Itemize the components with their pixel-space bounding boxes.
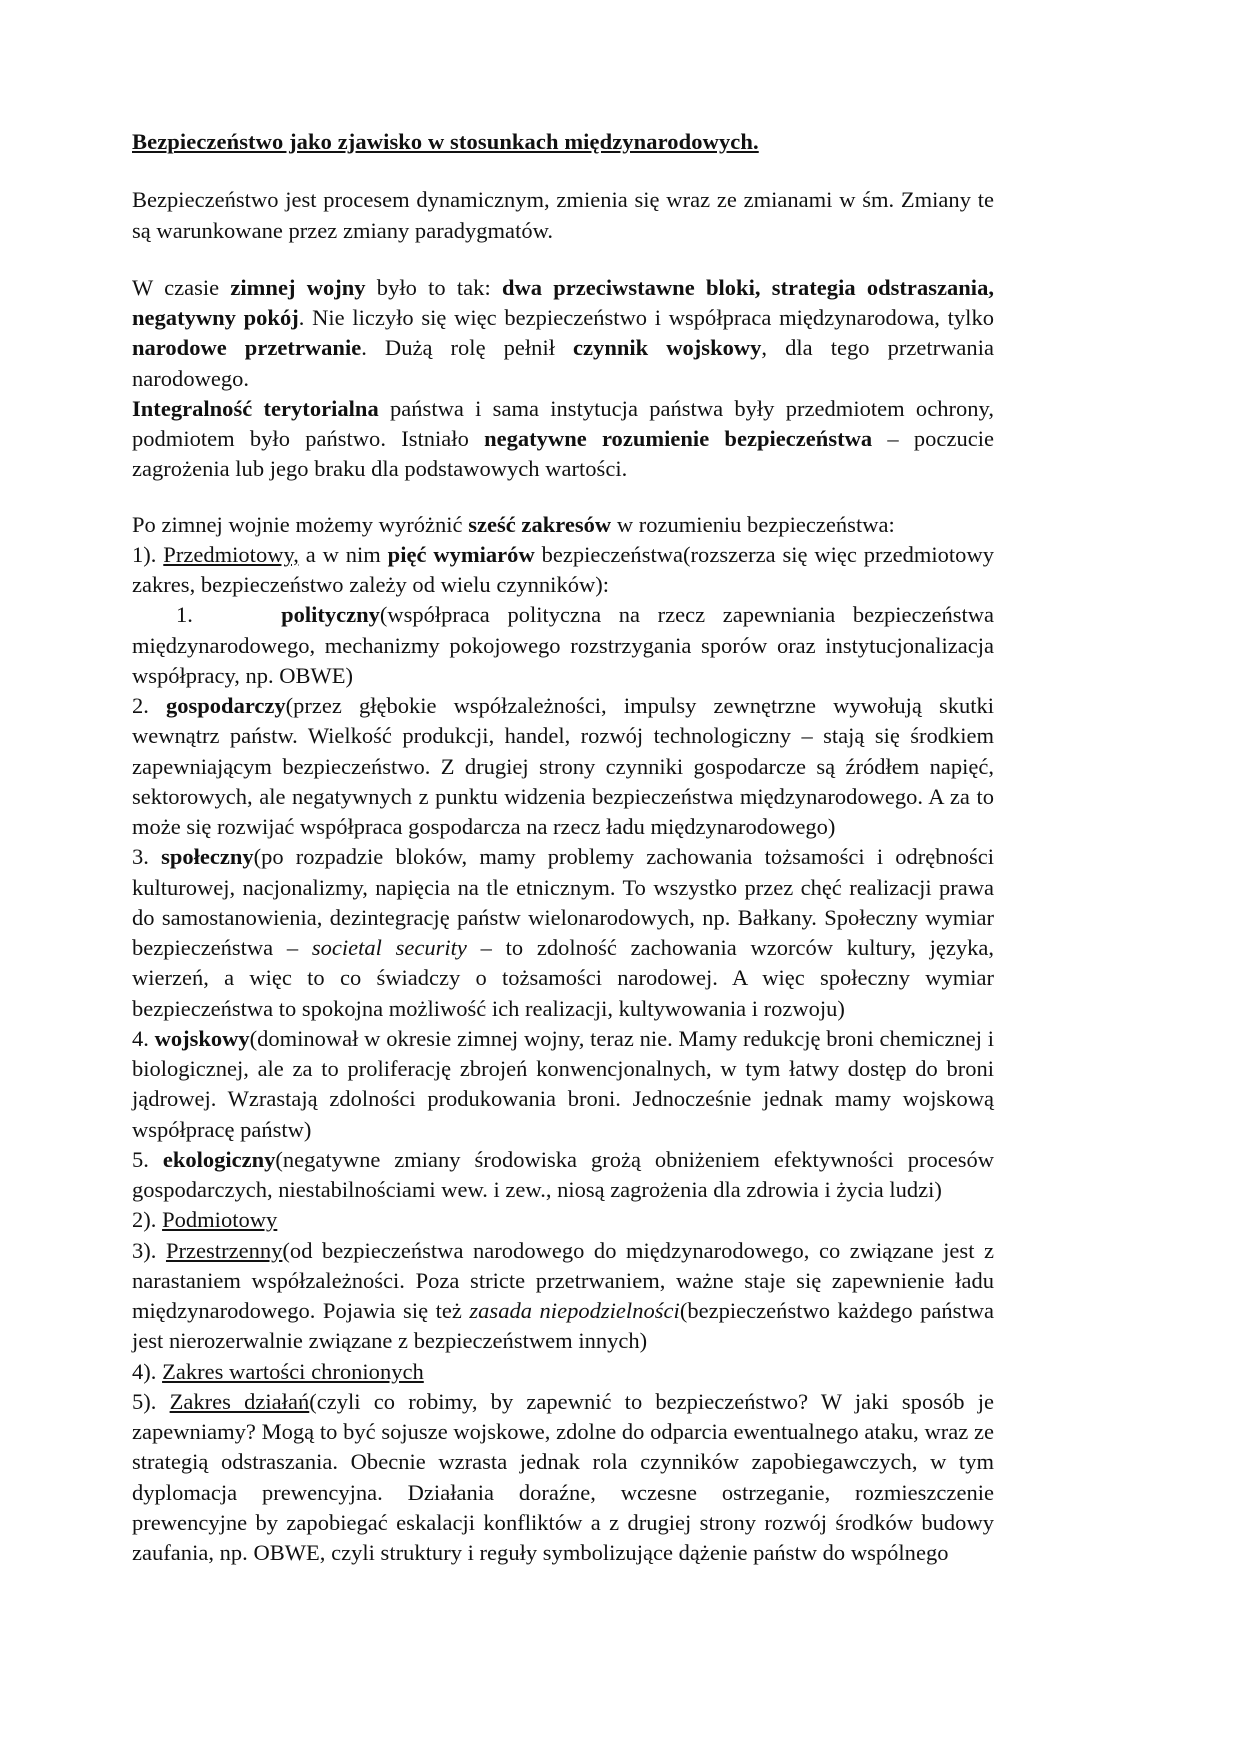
cold-war-bold-czynnik-wojskowy: czynnik wojskowy xyxy=(573,335,762,361)
dimension-5-text: (negatywne zmiany środowiska grożą obniżeniem efektywności procesów gospodarczych, niestabilnościami wew. i zew., niosą zagrożenia dla zdrowia i życia ludzi) xyxy=(132,1146,995,1203)
integrity-run-2: państwa i sama instytucja państwa były przedmiotem ochrony, podmiotem było państwo. Istniało xyxy=(132,395,994,452)
dimension-item-5 xyxy=(132,1145,994,1206)
scope-item-5 xyxy=(132,1387,994,1569)
paragraph-after-cold-war xyxy=(132,510,994,540)
document-body xyxy=(132,128,994,1568)
scope-1-run-3: bezpieczeństwa(rozszerza się więc przedmiotowy zakres, bezpieczeństwo zależy od wielu czynników): xyxy=(132,541,994,598)
dimension-5-name: ekologiczny xyxy=(162,1146,276,1172)
integrity-bold-negatywne: negatywne rozumienie bezpieczeństwa xyxy=(484,426,873,452)
dimension-3-text-before: (po rozpadzie bloków, mamy problemy zachowania tożsamości i odrębności kulturowej, nacjonalizmy, napięcia na tle etnicznym. To wszystko przez chęć realizacji prawa do samostanowienia, dezintegrację państw wielonarodowych, np. Bałkany. Społeczny wymiar bezpieczeństwa – xyxy=(132,844,995,961)
paragraph-integrity xyxy=(132,394,994,485)
dimension-5-number: 5. xyxy=(132,1146,149,1172)
after-cold-war-run-3: w rozumieniu bezpieczeństwa: xyxy=(611,511,895,537)
scope-3-run-3: (bezpieczeństwo każdego państwa jest nierozerwalnie związane z bezpieczeństwem innych) xyxy=(132,1298,995,1354)
scope-item-1 xyxy=(132,540,994,601)
after-cold-war-bold-szesc-zakresow: sześć zakresów xyxy=(468,511,612,537)
dimension-4-name: wojskowy xyxy=(154,1025,250,1051)
scope-3-label: Przestrzenny xyxy=(165,1237,283,1263)
scope-item-2 xyxy=(132,1205,994,1235)
scope-item-4 xyxy=(132,1357,994,1387)
cold-war-run-9: , dla tego przetrwania narodowego. xyxy=(132,335,994,391)
integrity-bold-lead: Integralność terytorialna xyxy=(132,395,379,421)
cold-war-run-1: W czasie xyxy=(132,274,231,300)
scope-4-number: 4). xyxy=(132,1358,163,1384)
scope-1-number: 1). xyxy=(132,541,164,567)
scope-item-3 xyxy=(132,1236,994,1357)
dimension-1-text: (współpraca polityczna na rzecz zapewniania bezpieczeństwa międzynarodowego, mechanizmy pokojowego rozstrzygania sporów oraz instytucjonalizacja współpracy, np. OBWE) xyxy=(132,602,995,688)
dimension-3-name: społeczny xyxy=(161,844,254,870)
dimension-item-3 xyxy=(132,842,994,1024)
after-cold-war-run-1: Po zimnej wojnie możemy wyróżnić xyxy=(132,511,469,537)
dimension-4-text: (dominował w okresie zimnej wojny, teraz nie. Mamy redukcję broni chemicznej i biologicznej, ale za to proliferację zbrojeń konwencjonalnych, w tym łatwy dostęp do broni jądrowej. Wzrastają zdolności produkowania broni. Jednocześnie jednak mamy wojskową współpracę państw) xyxy=(132,1025,994,1142)
paragraph-cold-war xyxy=(132,273,994,394)
scope-5-run-1: (czyli co robimy, by zapewnić to bezpieczeństwo? W jaki sposób je zapewniamy? Mogą to być sojusze wojskowe, zdolne do odparcia ewentualnego ataku, wraz ze strategią odstraszania. Obecnie wzrasta jednak rola czynników zapobiegawczych, w tym dyplomacja prewencyjna. Działania doraźne, wczesne ostrzeganie, rozmieszczenie prewencyjne by zapobiegać eskalacji konfliktów a z drugiej strony rozwój środków budowy zaufania, np. OBWE, czyli struktury i reguły symbolizujące dążenie państw do wspólnego xyxy=(132,1388,994,1566)
scope-5-number: 5). xyxy=(132,1388,170,1414)
cold-war-bold-bloki: dwa przeciwstawne bloki, strategia odstraszania, negatywny pokój xyxy=(132,274,994,331)
dimension-2-text: (przez głębokie współzależności, impulsy zewnętrzne wywołują skutki wewnątrz państw. Wielkość produkcji, handel, rozwój technologiczny – stają się środkiem zapewniającym bezpieczeństwo. Z drugiej strony czynniki gospodarcze są źródłem napięć, sektorowych, ale negatywnych z punktu widzenia bezpieczeństwa międzynarodowego. A za to może się rozwijać współpraca gospodarcza na rzecz ładu międzynarodowego) xyxy=(132,693,994,840)
scope-1-bold-piec-wymiarow: pięć wymiarów xyxy=(387,541,535,567)
dimension-2-name: gospodarczy xyxy=(166,693,286,719)
paragraph-intro xyxy=(132,185,994,246)
cold-war-bold-przetrwanie: narodowe przetrwanie xyxy=(132,335,362,361)
cold-war-bold-zimnej-wojny: zimnej wojny xyxy=(230,274,366,300)
intro-text: Bezpieczeństwo jest procesem dynamicznym, zmienia się wraz ze zmianami w śm. Zmiany te są warunkowane przez zmiany paradygmatów. xyxy=(132,187,994,243)
dimension-item-1 xyxy=(132,600,994,691)
scope-2-label: Podmiotowy xyxy=(162,1207,278,1233)
dimension-1-number: 1. xyxy=(176,602,193,628)
cold-war-run-5: . Nie liczyło się więc bezpieczeństwo i współpraca międzynarodowa, tylko xyxy=(298,305,994,331)
scope-3-italic-zasada-niepodzielnosci: zasada niepodzielności xyxy=(469,1298,680,1324)
dimension-item-4 xyxy=(132,1024,994,1145)
scope-2-number: 2). xyxy=(132,1207,163,1233)
scope-3-number: 3). xyxy=(132,1237,166,1263)
scope-1-run-1: a w nim xyxy=(298,541,388,567)
scope-4-label: Zakres wartości chronionych xyxy=(162,1358,424,1384)
scope-1-label: Przedmiotowy, xyxy=(163,541,299,567)
dimension-4-number: 4. xyxy=(132,1025,149,1051)
dimension-2-number: 2. xyxy=(132,693,149,719)
dimension-3-number: 3. xyxy=(132,844,149,870)
cold-war-run-7: . Dużą rolę pełnił xyxy=(361,335,574,361)
dimension-3-italic-societal-security: societal security xyxy=(311,935,467,961)
dimension-3-text-after: – to zdolność zachowania wzorców kultury, języka, wierzeń, a więc to co świadczy o tożsamości narodowej. A więc społeczny wymiar bezpieczeństwa to spokojna możliwość ich realizacji, kultywowania i rozwoju) xyxy=(132,935,995,1021)
integrity-run-4: – poczucie zagrożenia lub jego braku dla podstawowych wartości. xyxy=(132,426,995,482)
page-title: Bezpieczeństwo jako zjawisko w stosunkach międzynarodowych. xyxy=(132,129,759,154)
dimension-item-2 xyxy=(132,691,994,842)
cold-war-run-3: było to tak: xyxy=(365,274,502,300)
scope-5-label: Zakres działań xyxy=(169,1388,310,1414)
dimension-1-name: polityczny xyxy=(281,602,380,628)
scope-3-run-1: (od bezpieczeństwa narodowego do międzynarodowego, co związane jest z narastaniem współzależności. Poza stricte przetrwaniem, ważne staje się zapewnienie ładu międzynarodowego. Pojawia się też xyxy=(132,1237,994,1324)
